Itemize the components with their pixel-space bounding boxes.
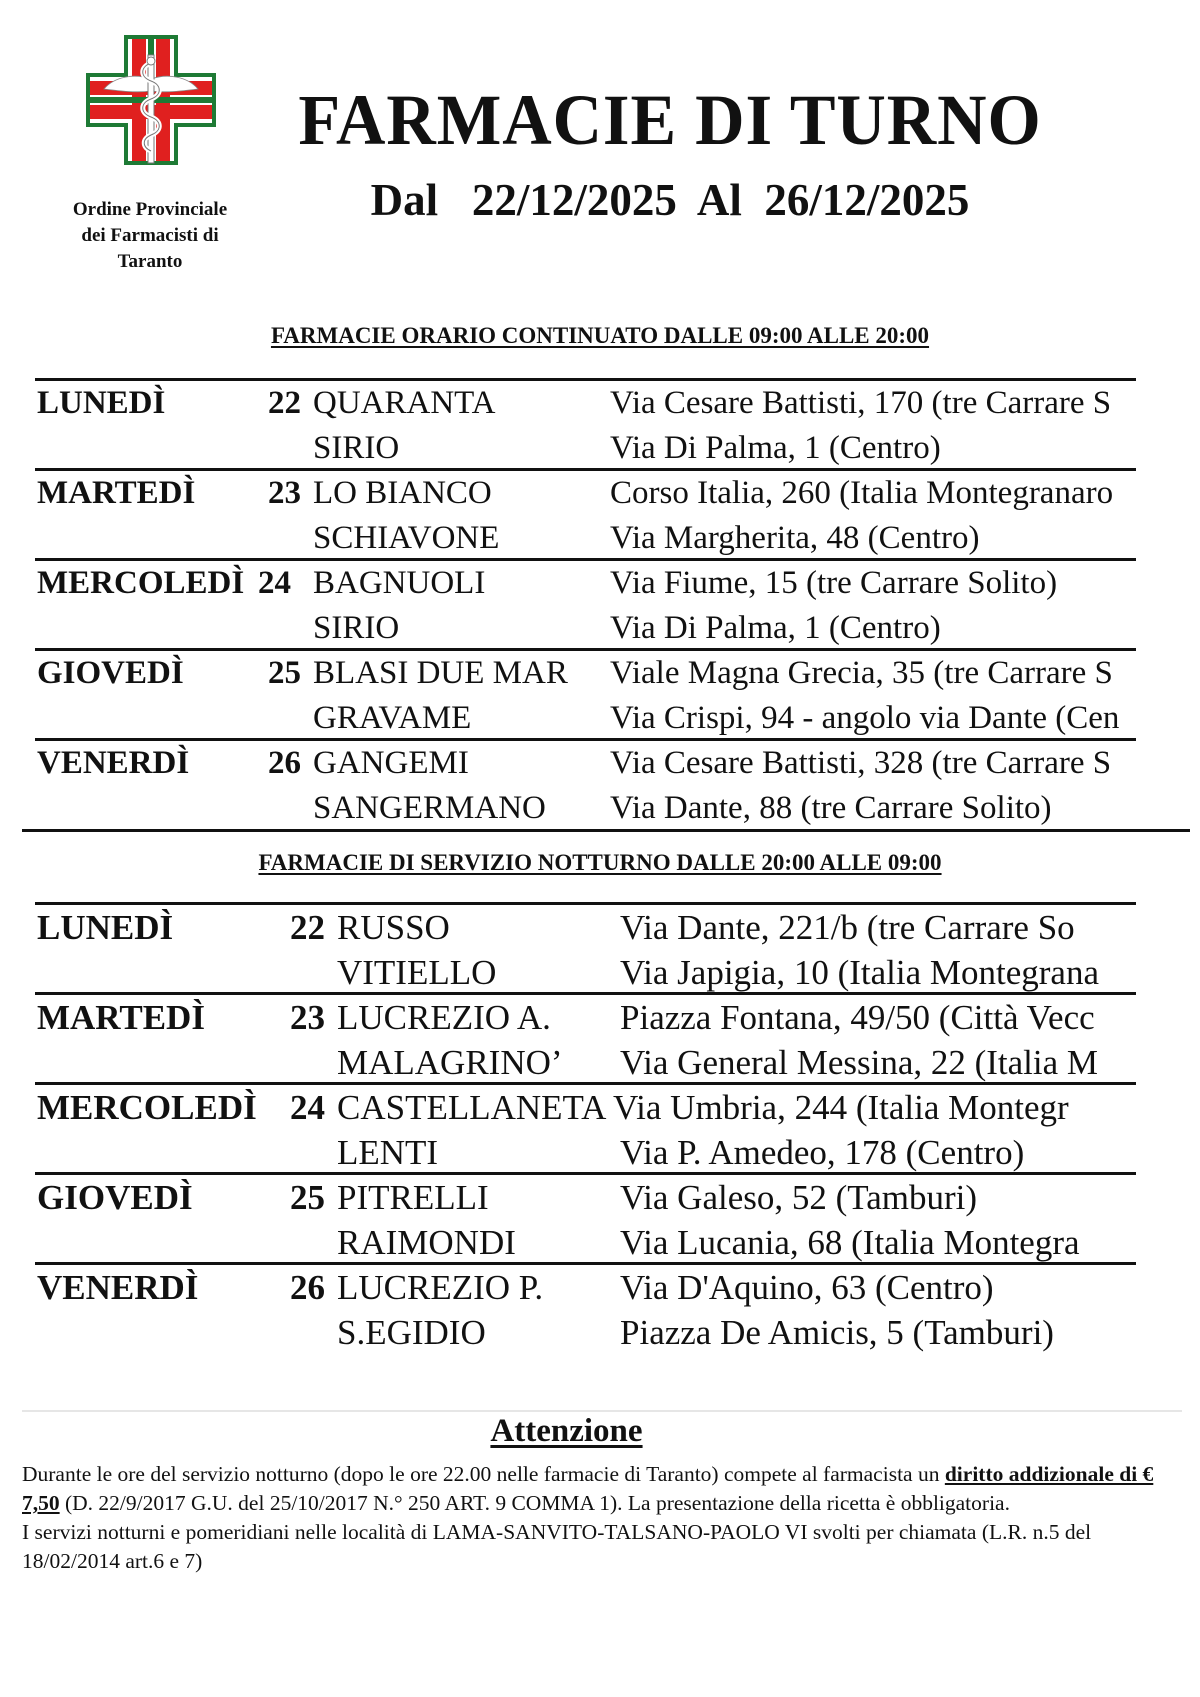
table-row — [35, 558, 1136, 648]
pharmacy-name: GRAVAME — [313, 700, 472, 736]
pharmacy-name: SCHIAVONE — [313, 520, 500, 556]
pharmacy-name: BAGNUOLI — [313, 565, 486, 601]
pharmacy-address: Piazza De Amicis, 5 (Tamburi) — [620, 1313, 1054, 1352]
section-divider — [22, 829, 1190, 832]
day-number: 25 — [268, 655, 301, 691]
night-service-table — [35, 902, 1136, 1352]
pharmacy-name: QUARANTA — [313, 385, 496, 421]
notice-paragraph-1: Durante le ore del servizio notturno (dopo le ore 22.00 nelle farmacie di Taranto) compete al farmacista un diritto addizionale di € 7,50 (D. 22/9/2017 G.U. del 25/10/2017 N.° 250 ART. 9 COMMA 1). La presentazione della ricetta è obbligatoria. — [22, 1462, 1154, 1515]
pharmacy-address: Piazza Fontana, 49/50 (Città Vecc — [620, 998, 1095, 1037]
pharmacy-name: MALAGRINO’ — [337, 1043, 563, 1082]
pharmacy-address: Via Lucania, 68 (Italia Montegra — [620, 1223, 1080, 1262]
notice-title: Attenzione — [490, 1413, 643, 1449]
day-label: MARTEDÌ — [37, 475, 196, 511]
table-row — [35, 738, 1136, 828]
table-row — [35, 902, 1136, 992]
day-number: 24 — [290, 1088, 325, 1127]
pharmacy-address: Via Fiume, 15 (tre Carrare Solito) — [610, 565, 1058, 601]
table-row — [35, 1262, 1136, 1352]
table-row — [35, 468, 1136, 558]
page-title: FARMACIE DI TURNO — [298, 80, 1042, 160]
day-number: 26 — [290, 1268, 325, 1307]
divider — [22, 1410, 1182, 1412]
org-line-1: Ordine Provinciale — [72, 199, 228, 220]
day-number: 22 — [290, 908, 325, 947]
day-number: 26 — [268, 745, 301, 781]
pharmacy-name: LUCREZIO A. — [337, 998, 551, 1037]
pharmacy-address: Via Cesare Battisti, 170 (tre Carrare S — [610, 385, 1112, 421]
pharmacy-name: PITRELLI — [337, 1178, 489, 1217]
pharmacy-address: Via Di Palma, 1 (Centro) — [610, 430, 941, 466]
day-label: VENERDÌ — [37, 745, 190, 781]
table-row — [35, 992, 1136, 1082]
day-label: MERCOLEDÌ — [37, 1088, 257, 1127]
day-service-table — [35, 378, 1136, 828]
pharmacy-name: LENTI — [337, 1133, 439, 1172]
pharmacist-cross-caduceus-icon — [84, 33, 218, 167]
day-label: GIOVEDÌ — [37, 1178, 193, 1217]
pharmacy-name: SIRIO — [313, 430, 400, 466]
day-label: MERCOLEDÌ — [37, 565, 245, 601]
pharmacy-address: Corso Italia, 260 (Italia Montegranaro — [610, 475, 1114, 511]
pharmacy-address: Via P. Amedeo, 178 (Centro) — [620, 1133, 1025, 1172]
pharmacy-address: Viale Magna Grecia, 35 (tre Carrare S — [610, 655, 1113, 691]
pharmacy-address: Via Cesare Battisti, 328 (tre Carrare S — [610, 745, 1112, 781]
pharmacy-address: Via General Messina, 22 (Italia M — [620, 1043, 1099, 1082]
pharmacy-name: CASTELLANETA — [337, 1088, 607, 1127]
pharmacy-name: BLASI DUE MAR — [313, 655, 568, 691]
org-line-2: dei Farmacisti di — [81, 225, 219, 246]
section-title-night-service: FARMACIE DI SERVIZIO NOTTURNO DALLE 20:00 ALLE 09:00 — [258, 850, 942, 875]
table-row — [35, 378, 1136, 468]
pharmacy-address: Via Margherita, 48 (Centro) — [610, 520, 980, 556]
day-number: 24 — [258, 565, 291, 601]
table-row — [35, 648, 1136, 738]
pharmacy-address: Via Dante, 221/b (tre Carrare So — [620, 908, 1075, 947]
day-number: 23 — [268, 475, 301, 511]
day-label: LUNEDÌ — [37, 385, 166, 421]
pharmacy-name: SIRIO — [313, 610, 400, 646]
day-label: LUNEDÌ — [37, 908, 174, 947]
pharmacy-address: Via Galeso, 52 (Tamburi) — [620, 1178, 978, 1217]
pharmacy-name: LO BIANCO — [313, 475, 492, 511]
pharmacy-address: Via Japigia, 10 (Italia Montegrana — [620, 953, 1099, 992]
notice-body — [22, 1460, 1182, 1576]
organization-name — [40, 197, 260, 275]
pharmacy-name: RAIMONDI — [337, 1223, 516, 1262]
pharmacy-address: Via Di Palma, 1 (Centro) — [610, 610, 941, 646]
pharmacy-address: Via D'Aquino, 63 (Centro) — [620, 1268, 994, 1307]
day-number: 25 — [290, 1178, 325, 1217]
pharmacy-address: Via Dante, 88 (tre Carrare Solito) — [610, 790, 1052, 826]
surcharge-highlight: diritto addizionale di € 7,50 — [22, 1462, 1154, 1515]
pharmacy-address: Via Crispi, 94 - angolo via Dante (Cen — [610, 700, 1120, 736]
pharmacy-name: S.EGIDIO — [337, 1313, 486, 1352]
pharmacy-name: GANGEMI — [313, 745, 469, 781]
day-label: VENERDÌ — [37, 1268, 199, 1307]
section-title-day-service: FARMACIE ORARIO CONTINUATO DALLE 09:00 ALLE 20:00 — [270, 323, 930, 348]
day-number: 22 — [268, 385, 301, 421]
org-line-3: Taranto — [117, 251, 183, 272]
table-row — [35, 1082, 1136, 1172]
pharmacy-name: RUSSO — [337, 908, 450, 947]
day-label: MARTEDÌ — [37, 998, 205, 1037]
table-row — [35, 1172, 1136, 1262]
notice-paragraph-2: I servizi notturni e pomeridiani nelle località di LAMA-SANVITO-TALSANO-PAOLO VI svolti per chiamata (L.R. n.5 del 18/02/2014 art.6 e 7) — [22, 1520, 1092, 1573]
pharmacy-name: LUCREZIO P. — [337, 1268, 544, 1307]
day-number: 23 — [290, 998, 325, 1037]
pharmacy-name: SANGERMANO — [313, 790, 546, 826]
pharmacy-name: VITIELLO — [337, 953, 497, 992]
date-range: Dal 22/12/2025 Al 26/12/2025 — [370, 175, 970, 225]
day-label: GIOVEDÌ — [37, 655, 184, 691]
pharmacy-address: Via Umbria, 244 (Italia Montegr — [613, 1088, 1069, 1127]
